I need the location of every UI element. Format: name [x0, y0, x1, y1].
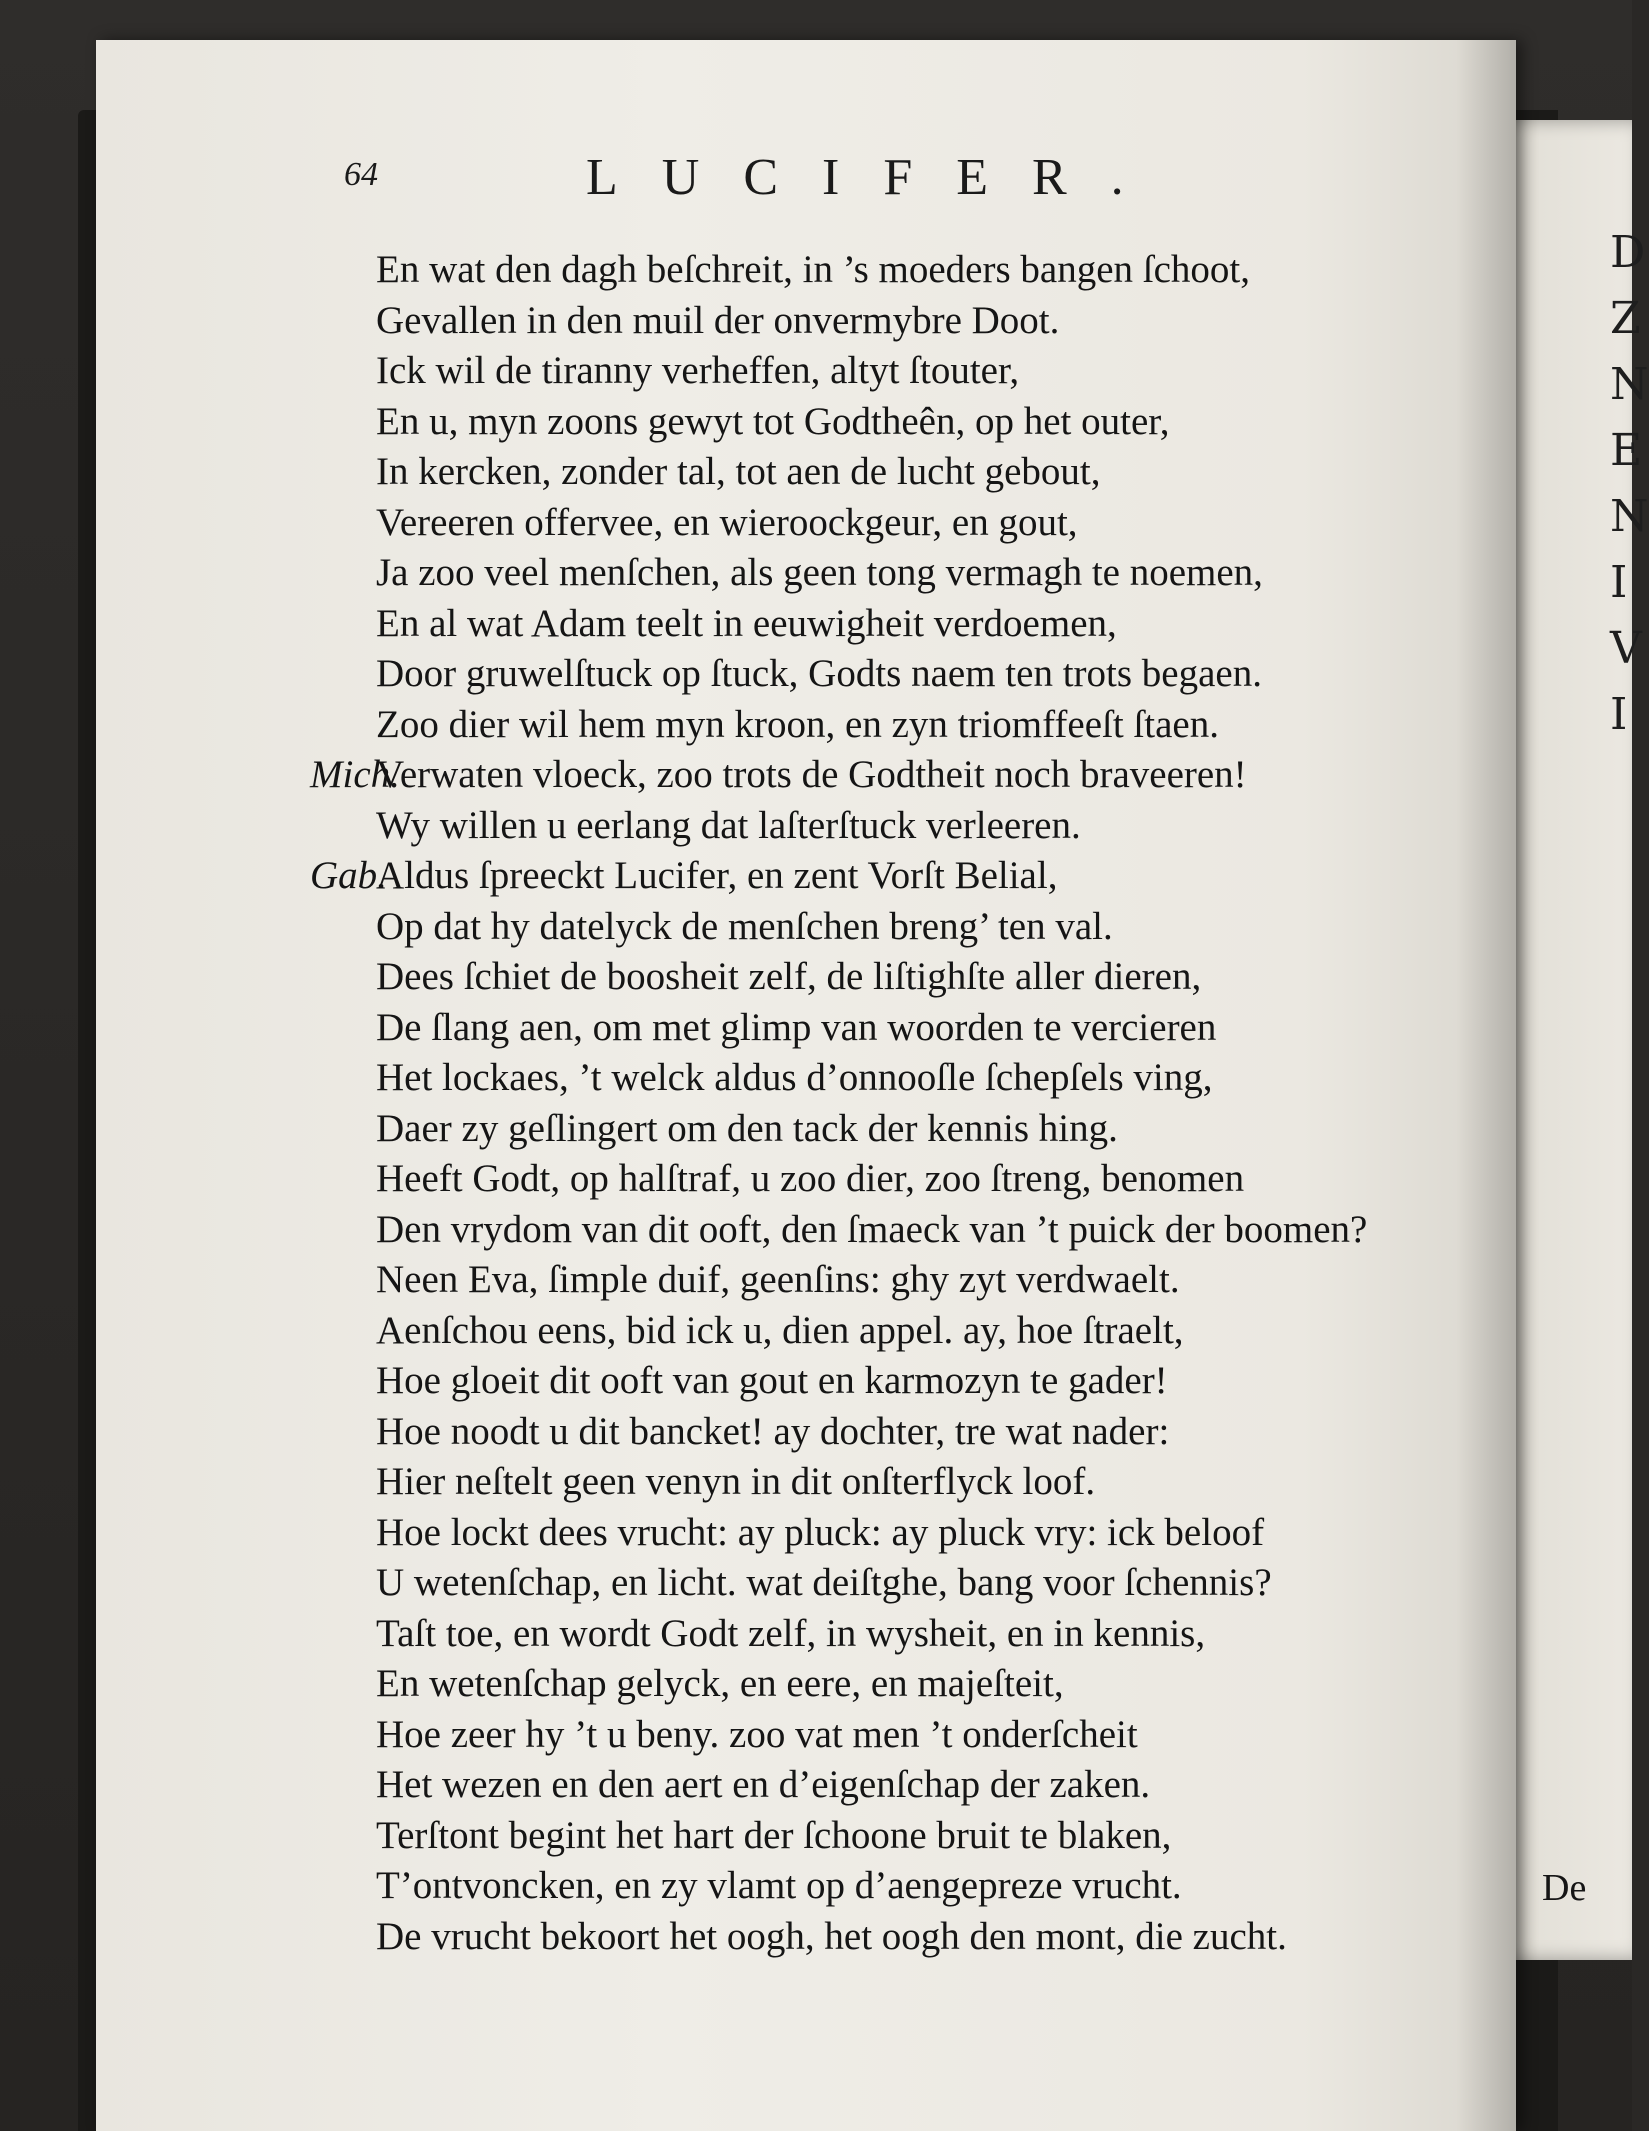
verse-line-text: U wetenſchap, en licht. wat deiſtghe, bang voor ſchennis?	[376, 1561, 1272, 1604]
verse-line-text: Neen Eva, ſimple duif, geenſins: ghy zyt verdwaelt.	[376, 1258, 1180, 1301]
verse-line-text: De vrucht bekoort het oogh, het oogh den mont, die zucht.	[376, 1914, 1287, 1958]
verse-line-text: Terſtont begint het hart der ſchoone bruit te blaken,	[376, 1813, 1172, 1857]
verse-line	[376, 1760, 1516, 1811]
verse-line-text: Wy willen u eerlang dat laſterſtuck verleeren.	[376, 803, 1081, 847]
verse-line-text: Vereeren offervee, en wieroockgeur, en gout,	[376, 500, 1078, 544]
verse-line-text: Het wezen en den aert en d’eigenſchap der zaken.	[376, 1763, 1151, 1806]
verse-line	[376, 1659, 1516, 1710]
verse-line-text: T’ontvoncken, en zy vlamt op d’aengepreze vrucht.	[376, 1864, 1182, 1907]
verse-line	[376, 245, 1516, 296]
verse-line-text: Zoo dier wil hem myn kroon, en zyn triomffeeſt ſtaen.	[376, 702, 1219, 746]
verse-line	[376, 548, 1516, 599]
verse-line	[376, 1710, 1516, 1761]
verse-line-text: In kercken, zonder tal, tot aen de lucht gebout,	[376, 450, 1101, 493]
verse-line-text: Door gruwelſtuck op ſtuck, Godts naem ten trots begaen.	[376, 652, 1262, 695]
verse-line	[376, 1003, 1516, 1054]
verse-line-text: Hier neſtelt geen venyn in dit onſterflyck loof.	[376, 1460, 1096, 1503]
verse-line	[310, 851, 1516, 902]
verse-line-text: Ick wil de tiranny verheffen, altyt ſtouter,	[376, 349, 1020, 392]
verse-line	[376, 397, 1516, 448]
next-page-letter: N	[1610, 491, 1649, 542]
verse-line	[376, 346, 1516, 397]
verse-line-text: Gevallen in den muil der onvermybre Doot.	[376, 298, 1060, 342]
verse-line	[376, 1558, 1516, 1609]
next-page-letter: D	[1610, 227, 1646, 278]
verse-line	[376, 1912, 1516, 1963]
next-page-letter: I	[1610, 689, 1628, 740]
verse-line-text: Hoe gloeit dit ooft van gout en karmozyn te gader!	[376, 1359, 1168, 1402]
verse-line	[376, 1861, 1516, 1912]
verse-line-text: De ſlang aen, om met glimp van woorden te vercieren	[376, 1005, 1217, 1049]
next-page-letter: Z	[1610, 293, 1641, 344]
verse-line	[376, 1407, 1516, 1458]
verse-line-text: Dees ſchiet de boosheit zelf, de liſtighſte aller dieren,	[376, 955, 1202, 998]
verse-line	[376, 649, 1516, 700]
verse-line-text: Hoe noodt u dit bancket! ay dochter, tre wat nader:	[376, 1409, 1170, 1453]
next-page-letters	[1610, 220, 1649, 748]
verse-line-text: Aenſchou eens, bid ick u, dien appel. ay, hoe ſtraelt,	[376, 1308, 1184, 1352]
verse-line	[376, 296, 1516, 347]
verse-line-text: Heeft Godt, op halſtraf, u zoo dier, zoo ſtreng, benomen	[376, 1157, 1245, 1200]
verse-line-text: Op dat hy datelyck de menſchen breng’ ten val.	[376, 904, 1113, 948]
verse-line	[376, 902, 1516, 953]
verse-line	[376, 599, 1516, 650]
verse-line	[376, 1053, 1516, 1104]
verse-line-text: Aldus ſpreeckt Lucifer, en zent Vorſt Belial,	[376, 854, 1058, 897]
next-page-letter: E	[1610, 425, 1643, 476]
verse-line	[310, 750, 1516, 801]
verse-line	[376, 1255, 1516, 1306]
verse-line-text: En wat den dagh beſchreit, in ’s moeders bangen ſchoot,	[376, 248, 1250, 291]
next-page-letter: V	[1610, 623, 1642, 674]
verse-text	[310, 245, 1516, 1962]
running-title: LUCIFER.	[586, 149, 1168, 206]
verse-line	[376, 498, 1516, 549]
verse-line-text: En u, myn zoons gewyt tot Godtheên, op het outer,	[376, 399, 1170, 443]
verse-line	[376, 801, 1516, 852]
verse-line	[376, 1508, 1516, 1559]
verse-line	[376, 447, 1516, 498]
verse-line	[376, 1154, 1516, 1205]
verse-line	[376, 1205, 1516, 1256]
verse-line	[376, 1306, 1516, 1357]
verse-line	[376, 1811, 1516, 1862]
verse-line-text: Hoe lockt dees vrucht: ay pluck: ay pluck vry: ick beloof	[376, 1510, 1265, 1554]
verse-line-text: Den vrydom van dit ooft, den ſmaeck van ’t puick der boomen?	[376, 1207, 1368, 1251]
verse-line-text: En al wat Adam teelt in eeuwigheit verdoemen,	[376, 601, 1117, 645]
book-page	[96, 40, 1587, 2131]
verse-line-text: Verwaten vloeck, zoo trots de Godtheit noch braveeren!	[376, 753, 1247, 796]
verse-line	[376, 700, 1516, 751]
next-page-letter: N	[1610, 359, 1649, 410]
verse-line-text: En wetenſchap gelyck, en eere, en majeſteit,	[376, 1662, 1064, 1705]
verse-line-text: Ja zoo veel menſchen, als geen tong vermagh te noemen,	[376, 551, 1263, 594]
catchword: De	[1542, 1867, 1587, 1909]
verse-line	[376, 1457, 1516, 1508]
verse-line-text: Hoe zeer hy ’t u beny. zoo vat men ’t onderſcheit	[376, 1712, 1138, 1756]
verse-line	[376, 1104, 1516, 1155]
speaker-label: Gab.	[310, 854, 387, 897]
verse-line-text: Daer zy geſlingert om den tack der kennis hing.	[376, 1106, 1118, 1150]
verse-line	[376, 1356, 1516, 1407]
speaker-label: Mich.	[310, 753, 400, 796]
verse-line	[376, 1609, 1516, 1660]
verse-line	[376, 952, 1516, 1003]
page-number: 64	[344, 156, 378, 193]
next-page-letter: I	[1610, 557, 1628, 608]
verse-line-text: Taſt toe, en wordt Godt zelf, in wysheit, en in kennis,	[376, 1611, 1206, 1655]
verse-line-text: Het lockaes, ’t welck aldus d’onnooſle ſchepſels ving,	[376, 1056, 1213, 1099]
